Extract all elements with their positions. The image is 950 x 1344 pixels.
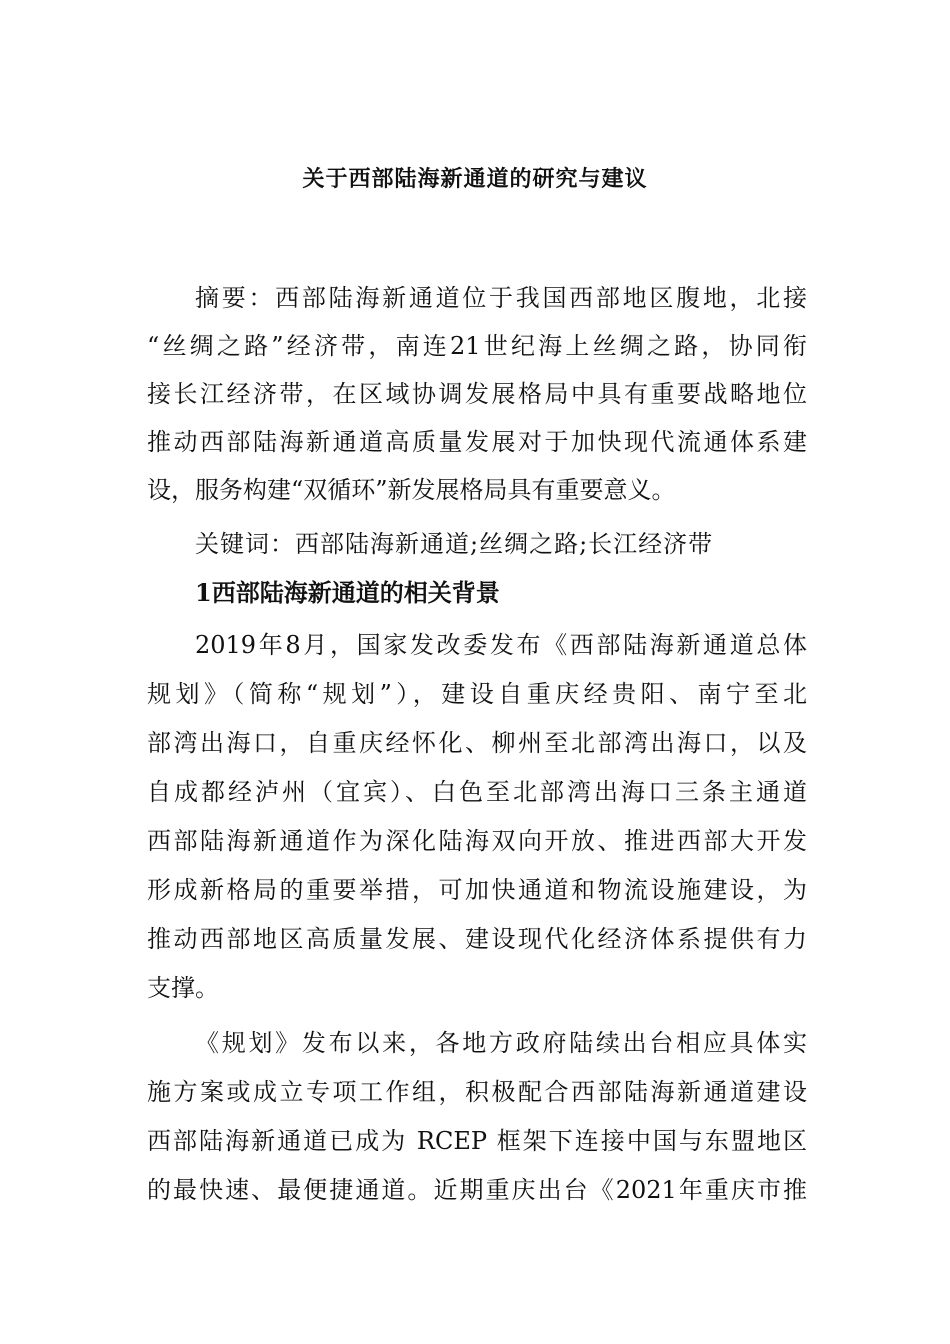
paragraph-line: 推动西部地区高质量发展、建设现代化经济体系提供有力 bbox=[147, 925, 807, 953]
paragraph-line: 自成都经泸州（宜宾）、白色至北部湾出海口三条主通道 bbox=[147, 778, 807, 806]
abstract-line: 接长江经济带，在区域协调发展格局中具有重要战略地位 bbox=[147, 380, 807, 408]
paragraph-line: 施方案或成立专项工作组，积极配合西部陆海新通道建设 bbox=[147, 1078, 807, 1106]
abstract-line: 设，服务构建“双循环”新发展格局具有重要意义。 bbox=[147, 476, 676, 504]
document-title: 关于西部陆海新通道的研究与建议 bbox=[302, 166, 648, 192]
paragraph-line: 形成新格局的重要举措，可加快通道和物流设施建设，为 bbox=[147, 876, 807, 904]
abstract-line: 摘要：西部陆海新通道位于我国西部地区腹地，北接 bbox=[195, 284, 807, 312]
paragraph-line: 部湾出海口，自重庆经怀化、柳州至北部湾出海口，以及 bbox=[147, 729, 807, 757]
abstract-line: 推动西部陆海新通道高质量发展对于加快现代流通体系建 bbox=[147, 428, 807, 456]
section-heading: 1西部陆海新通道的相关背景 bbox=[195, 578, 500, 607]
paragraph-line: 支撑。 bbox=[147, 974, 219, 1002]
paragraph-line: 《规划》发布以来，各地方政府陆续出台相应具体实 bbox=[195, 1029, 807, 1057]
paragraph-line: 2019年8月，国家发改委发布《西部陆海新通道总体 bbox=[195, 631, 807, 659]
paragraph-line: 西部陆海新通道作为深化陆海双向开放、推进西部大开发 bbox=[147, 827, 807, 855]
keywords: 关键词：西部陆海新通道;丝绸之路;长江经济带 bbox=[195, 530, 714, 558]
paragraph-line: 的最快速、最便捷通道。近期重庆出台《2021年重庆市推 bbox=[147, 1176, 807, 1204]
paragraph-line: 规划》（简称“规划”），建设自重庆经贵阳、南宁至北 bbox=[147, 680, 807, 708]
paragraph-line: 西部陆海新通道已成为 RCEP 框架下连接中国与东盟地区 bbox=[147, 1127, 807, 1155]
abstract-line: “丝绸之路”经济带，南连21世纪海上丝绸之路，协同衔 bbox=[147, 332, 807, 360]
